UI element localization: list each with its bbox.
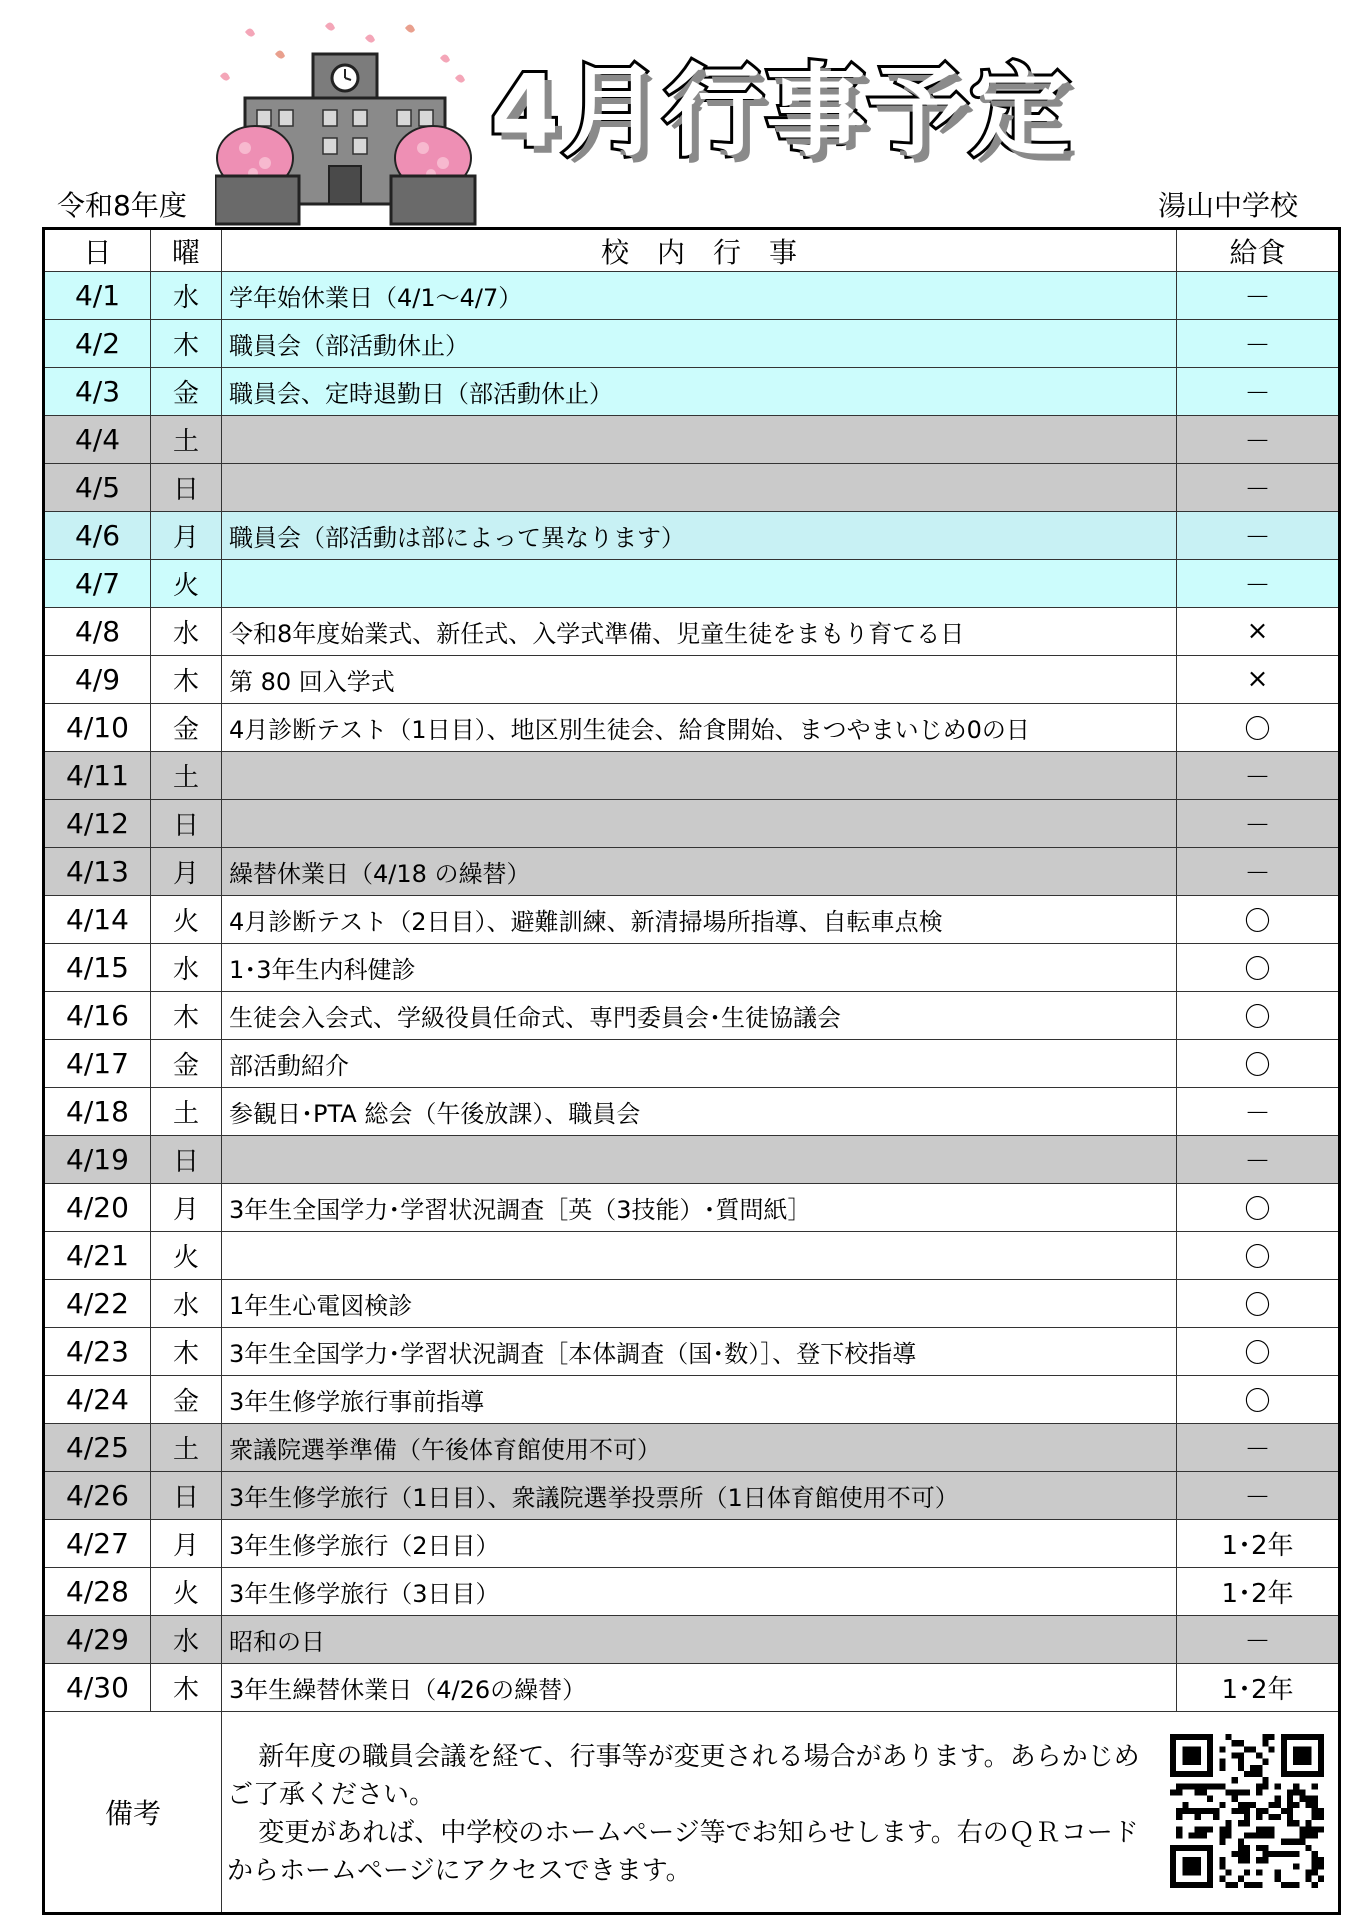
table-row [44,799,1340,847]
day-cell: 木 [151,655,222,703]
table-row [44,1663,1340,1711]
day-cell: 水 [151,1279,222,1327]
lunch-cell: 〇 [1177,1279,1340,1327]
event-cell: 4月診断テスト（1日目）、地区別生徒会、給食開始、まつやまいじめ0の日 [222,703,1177,751]
date-cell: 4/7 [44,559,151,607]
lunch-cell: － [1177,1087,1340,1135]
event-cell: 昭和の日 [222,1615,1177,1663]
day-cell: 水 [151,1615,222,1663]
event-cell: 1･3年生内科健診 [222,943,1177,991]
lunch-cell: － [1177,319,1340,367]
table-row [44,1423,1340,1471]
event-cell [222,1135,1177,1183]
table-row [44,1039,1340,1087]
lunch-cell: 〇 [1177,1183,1340,1231]
event-cell: 職員会、定時退勤日（部活動休止） [222,367,1177,415]
schedule-body [44,272,1340,1712]
event-cell: 部活動紹介 [222,1039,1177,1087]
event-cell: 3年生修学旅行（2日目） [222,1519,1177,1567]
date-cell: 4/8 [44,607,151,655]
day-cell: 水 [151,607,222,655]
date-cell: 4/5 [44,463,151,511]
day-cell: 水 [151,943,222,991]
event-cell [222,751,1177,799]
event-cell: 3年生修学旅行（3日目） [222,1567,1177,1615]
table-row [44,319,1340,367]
day-cell: 月 [151,1519,222,1567]
date-cell: 4/1 [44,272,151,320]
day-cell: 金 [151,1375,222,1423]
date-cell: 4/26 [44,1471,151,1519]
day-cell: 月 [151,511,222,559]
table-row [44,751,1340,799]
table-row [44,655,1340,703]
event-cell: 生徒会入会式、学級役員任命式、専門委員会･生徒協議会 [222,991,1177,1039]
date-cell: 4/6 [44,511,151,559]
table-row [44,511,1340,559]
lunch-cell: － [1177,415,1340,463]
lunch-cell: － [1177,751,1340,799]
lunch-cell: 〇 [1177,1231,1340,1279]
table-row [44,1567,1340,1615]
lunch-cell: 〇 [1177,1327,1340,1375]
event-cell [222,559,1177,607]
fiscal-year-label: 令和8年度 [57,189,187,222]
table-row [44,415,1340,463]
day-cell: 土 [151,751,222,799]
table-row [44,847,1340,895]
date-cell: 4/15 [44,943,151,991]
day-cell: 日 [151,1135,222,1183]
table-row [44,1615,1340,1663]
day-cell: 木 [151,1327,222,1375]
table-row [44,703,1340,751]
date-cell: 4/29 [44,1615,151,1663]
remarks-cell [222,1711,1340,1913]
day-cell: 金 [151,1039,222,1087]
date-cell: 4/12 [44,799,151,847]
table-row [44,463,1340,511]
date-cell: 4/25 [44,1423,151,1471]
event-cell: 繰替休業日（4/18 の繰替） [222,847,1177,895]
day-cell: 水 [151,272,222,320]
day-cell: 火 [151,1567,222,1615]
lunch-cell: － [1177,847,1340,895]
day-cell: 金 [151,703,222,751]
remarks-paragraph: 新年度の職員会議を経て、行事等が変更される場合があります。あらかじめご了承ください。 [227,1741,1140,1810]
lunch-cell: 〇 [1177,943,1340,991]
table-row [44,1183,1340,1231]
date-cell: 4/10 [44,703,151,751]
lunch-cell: × [1177,607,1340,655]
table-row [44,895,1340,943]
lunch-cell: × [1177,655,1340,703]
table-row [44,272,1340,320]
date-cell: 4/3 [44,367,151,415]
day-cell: 日 [151,799,222,847]
date-cell: 4/23 [44,1327,151,1375]
lunch-cell: 〇 [1177,991,1340,1039]
day-cell: 月 [151,847,222,895]
school-building-icon [215,18,477,226]
table-row [44,559,1340,607]
day-cell: 土 [151,415,222,463]
date-cell: 4/21 [44,1231,151,1279]
day-cell: 木 [151,991,222,1039]
lunch-cell: － [1177,1135,1340,1183]
event-cell: 衆議院選挙準備（午後体育館使用不可） [222,1423,1177,1471]
day-cell: 土 [151,1423,222,1471]
event-cell: 3年生修学旅行事前指導 [222,1375,1177,1423]
lunch-cell: 〇 [1177,1375,1340,1423]
date-cell: 4/13 [44,847,151,895]
date-cell: 4/16 [44,991,151,1039]
lunch-cell: － [1177,272,1340,320]
event-cell: 4月診断テスト（2日目）、避難訓練、新清掃場所指導、自転車点検 [222,895,1177,943]
date-cell: 4/9 [44,655,151,703]
day-cell: 木 [151,1663,222,1711]
lunch-cell: － [1177,799,1340,847]
lunch-cell: 1･2年 [1177,1663,1340,1711]
column-header-lunch: 給食 [1177,229,1340,272]
table-row [44,607,1340,655]
table-row [44,1135,1340,1183]
qr-code-icon[interactable] [1170,1734,1324,1888]
date-cell: 4/2 [44,319,151,367]
lunch-cell: － [1177,511,1340,559]
lunch-cell: － [1177,1471,1340,1519]
table-row [44,1087,1340,1135]
day-cell: 日 [151,1471,222,1519]
date-cell: 4/22 [44,1279,151,1327]
table-row [44,1231,1340,1279]
table-row [44,1279,1340,1327]
event-cell: 3年生修学旅行（1日目）、衆議院選挙投票所（1日体育館使用不可） [222,1471,1177,1519]
table-row [44,367,1340,415]
event-cell: 令和8年度始業式、新任式、入学式準備、児童生徒をまもり育てる日 [222,607,1177,655]
day-cell: 土 [151,1087,222,1135]
date-cell: 4/30 [44,1663,151,1711]
event-cell: 学年始休業日（4/1～4/7） [222,272,1177,320]
table-row [44,1519,1340,1567]
schedule-table [42,227,1341,1915]
date-cell: 4/14 [44,895,151,943]
remarks-label: 備考 [44,1711,222,1913]
table-row [44,1327,1340,1375]
lunch-cell: － [1177,367,1340,415]
event-cell: 職員会（部活動は部によって異なります） [222,511,1177,559]
event-cell: 3年生全国学力･学習状況調査［本体調査（国･数）］、登下校指導 [222,1327,1177,1375]
column-header-date: 日 [44,229,151,272]
date-cell: 4/18 [44,1087,151,1135]
event-cell [222,415,1177,463]
event-cell: 3年生全国学力･学習状況調査［英（3技能）･質問紙］ [222,1183,1177,1231]
day-cell: 木 [151,319,222,367]
lunch-cell: － [1177,463,1340,511]
remarks-row [44,1711,1340,1913]
date-cell: 4/4 [44,415,151,463]
column-header-events: 校 内 行 事 [222,229,1177,272]
date-cell: 4/17 [44,1039,151,1087]
lunch-cell: － [1177,1615,1340,1663]
event-cell: 参観日･PTA 総会（午後放課）、職員会 [222,1087,1177,1135]
table-row [44,1471,1340,1519]
table-row [44,991,1340,1039]
table-row [44,1375,1340,1423]
date-cell: 4/19 [44,1135,151,1183]
column-header-day: 曜 [151,229,222,272]
lunch-cell: － [1177,559,1340,607]
page-title: 4月行事予定 [490,53,1072,170]
date-cell: 4/28 [44,1567,151,1615]
day-cell: 火 [151,1231,222,1279]
date-cell: 4/11 [44,751,151,799]
day-cell: 日 [151,463,222,511]
table-header-row [44,229,1340,272]
lunch-cell: 〇 [1177,1039,1340,1087]
event-cell: 職員会（部活動休止） [222,319,1177,367]
event-cell [222,799,1177,847]
day-cell: 火 [151,559,222,607]
day-cell: 月 [151,1183,222,1231]
event-cell [222,1231,1177,1279]
lunch-cell: 〇 [1177,703,1340,751]
date-cell: 4/27 [44,1519,151,1567]
day-cell: 金 [151,367,222,415]
lunch-cell: 〇 [1177,895,1340,943]
lunch-cell: 1･2年 [1177,1567,1340,1615]
event-cell [222,463,1177,511]
event-cell: 1年生心電図検診 [222,1279,1177,1327]
remarks-paragraph: 変更があれば、中学校のホームページ等でお知らせします。右のＱＲコードからホームページにアクセスできます。 [227,1817,1139,1886]
remarks-text [227,1738,1147,1890]
school-name: 湯山中学校 [1157,189,1298,222]
event-cell: 第 80 回入学式 [222,655,1177,703]
date-cell: 4/20 [44,1183,151,1231]
date-cell: 4/24 [44,1375,151,1423]
lunch-cell: 1･2年 [1177,1519,1340,1567]
event-cell: 3年生繰替休業日（4/26の繰替） [222,1663,1177,1711]
day-cell: 火 [151,895,222,943]
page-header [0,0,1356,228]
table-row [44,943,1340,991]
lunch-cell: － [1177,1423,1340,1471]
